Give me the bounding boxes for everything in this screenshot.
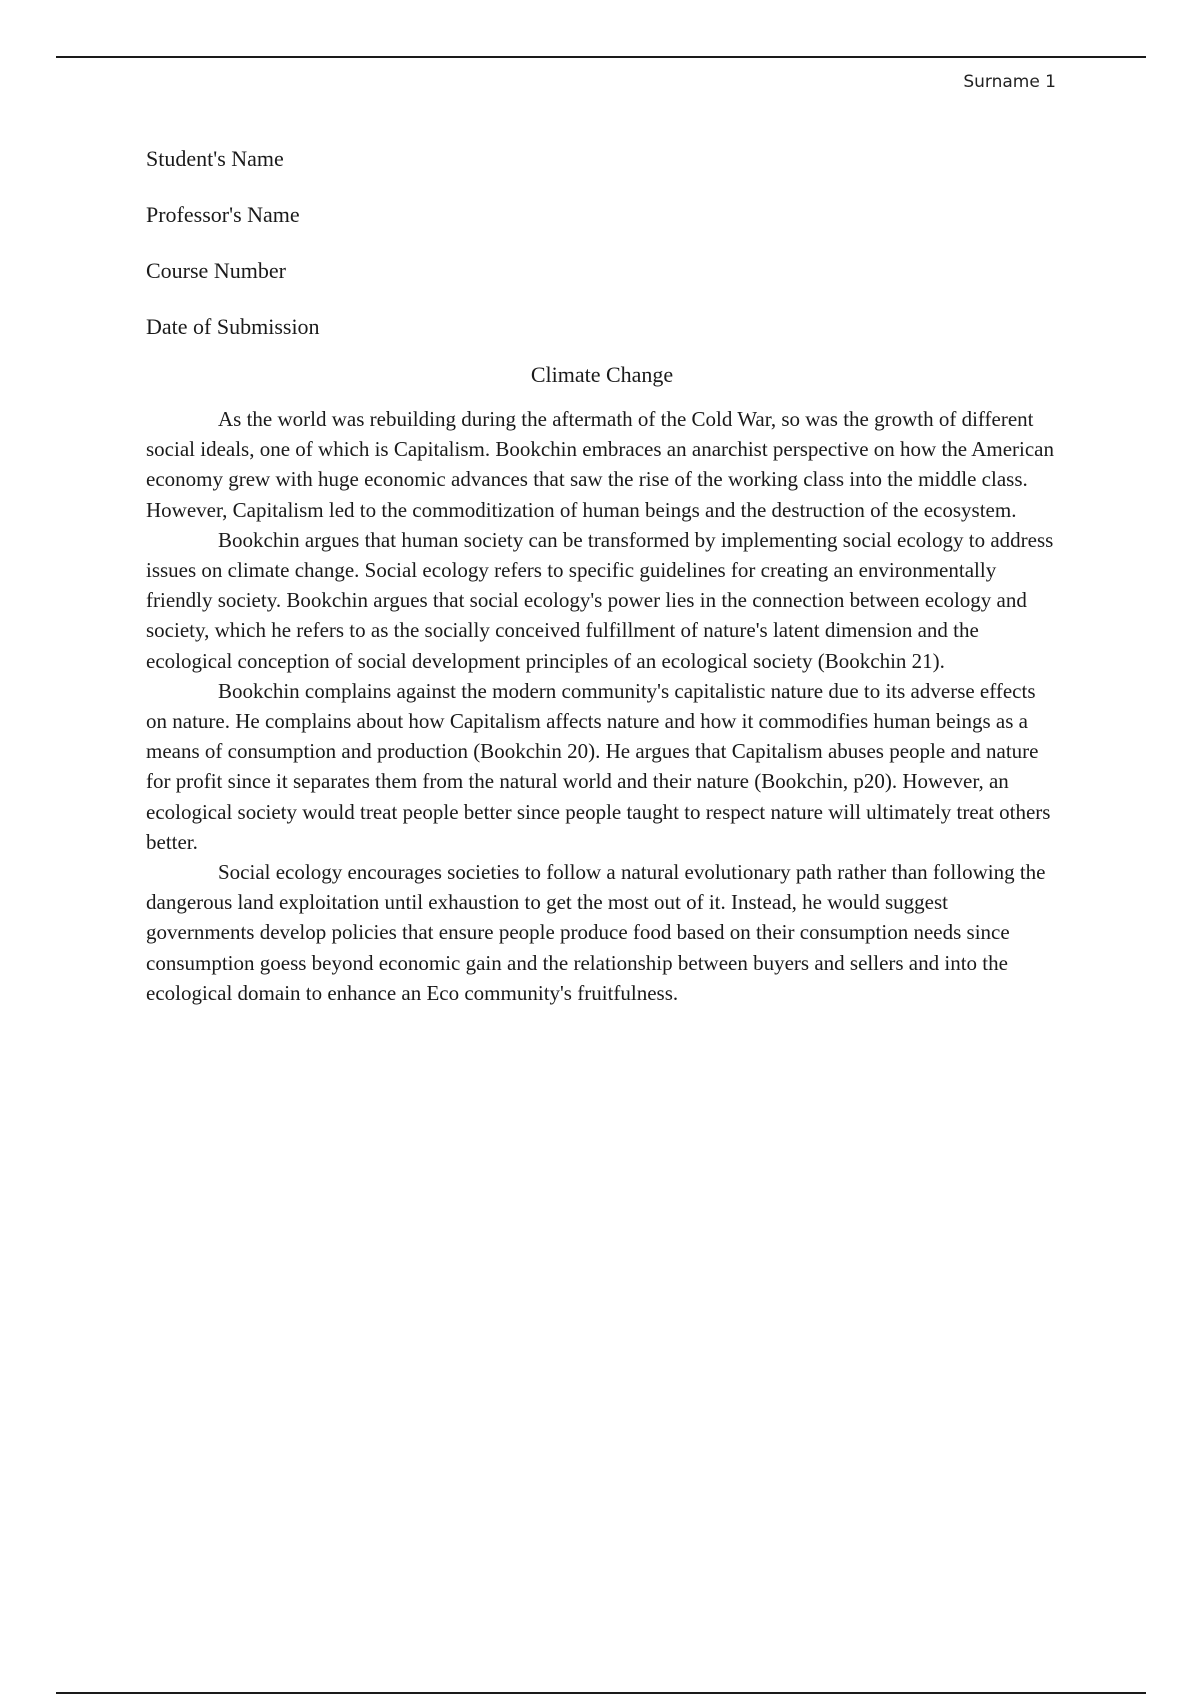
running-head: Surname 1 [963, 72, 1056, 92]
mla-header-block [146, 146, 320, 370]
essay-body [146, 404, 1058, 1008]
paragraph: As the world was rebuilding during the aftermath of the Cold War, so was the growth of different social ideals, one of which is Capitalism. Bookchin embraces an anarchist perspective on how the American economy grew with huge economic advances that saw the rise of the working class into the middle class. However, Capitalism led to the commoditization of human beings and the destruction of the ecosystem. [146, 407, 1054, 522]
bottom-border-line [56, 1692, 1146, 1694]
course-number: Course Number [146, 258, 286, 283]
paragraph: Bookchin complains against the modern community's capitalistic nature due to its adverse effects on nature. He complains about how Capitalism affects nature and how it commodifies human beings as a means of consumption and production (Bookchin 20). He argues that Capitalism abuses people and nature for profit since it separates them from the natural world and their nature (Bookchin, p20). However, an ecological society would treat people better since people taught to respect nature will ultimately treat others better. [146, 678, 1051, 854]
document-title: Climate Change [530, 362, 674, 387]
submission-date: Date of Submission [146, 314, 320, 339]
paragraph: Social ecology encourages societies to follow a natural evolutionary path rather than following the dangerous land exploitation until exhaustion to get the most out of it. Instead, he would suggest governments develop policies that ensure people produce food based on their consumption needs since consumption goess beyond economic gain and the relationship between buyers and sellers and into the ecological domain to enhance an Eco community's fruitfulness. [146, 860, 1046, 1005]
professor-name: Professor's Name [146, 202, 300, 227]
paragraph: Bookchin argues that human society can be transformed by implementing social ecology to address issues on climate change. Social ecology refers to specific guidelines for creating an environmentally friendly society. Bookchin argues that social ecology's power lies in the connection between ecology and society, which he refers to as the socially conceived fulfillment of nature's latent dimension and the ecological conception of social development principles of an ecological society (Bookchin 21). [146, 527, 1054, 673]
student-name: Student's Name [146, 146, 284, 171]
top-border-line [56, 56, 1146, 58]
